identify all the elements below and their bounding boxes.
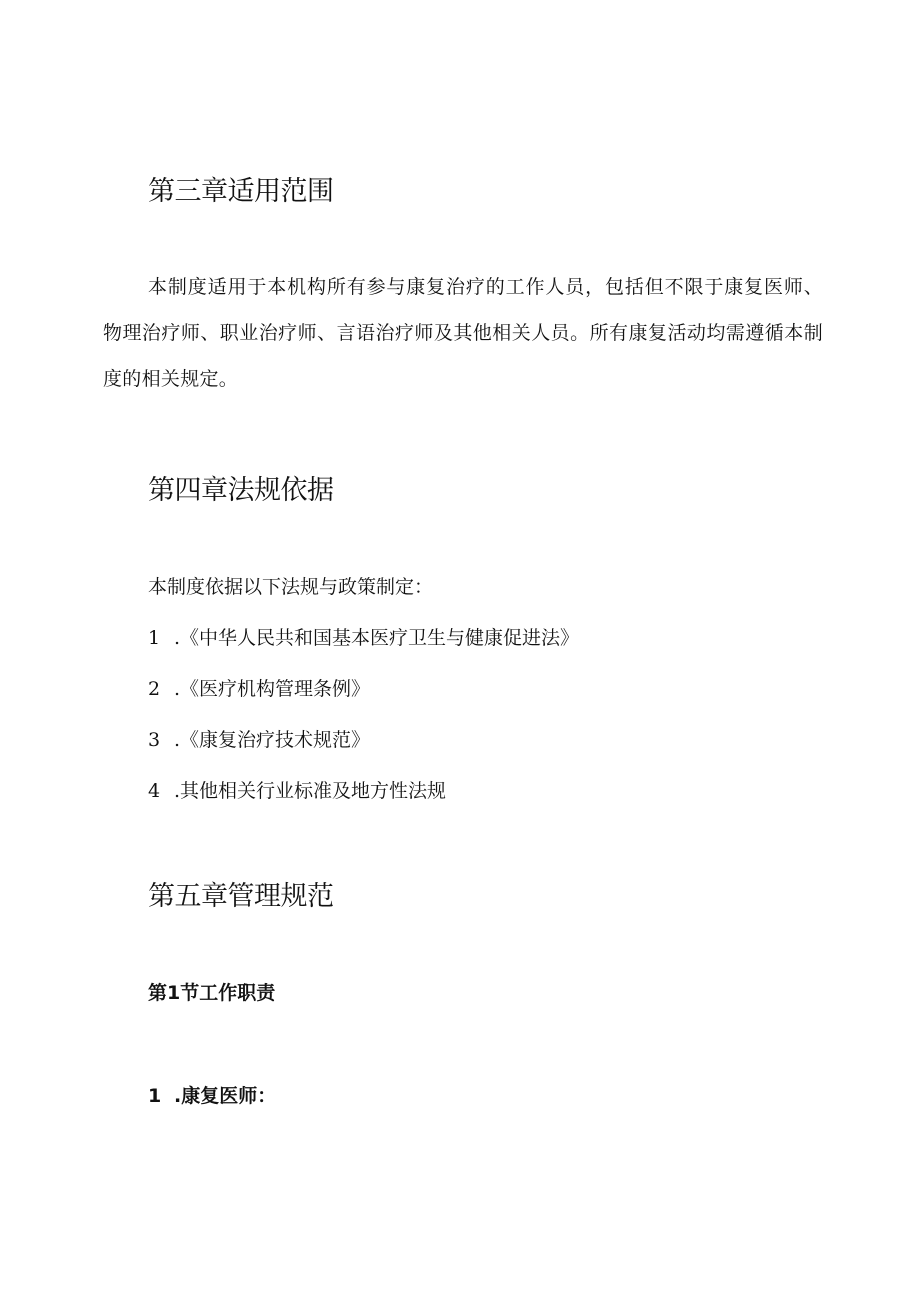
list-item-number: 4 — [148, 780, 161, 802]
chapter-4-heading: 第四章法规依据 — [148, 475, 334, 506]
duty-item-text: .康复医师： — [174, 1085, 277, 1107]
list-item-number: 2 — [148, 678, 161, 700]
chapter-3-body: 本制度适用于本机构所有参与康复治疗的工作人员，包括但不限于康复医师、物理治疗师、职业治疗师、言语治疗师及其他相关人员。所有康复活动均需遵循本制度的相关规定。 — [103, 276, 823, 390]
list-item-text: .《康复治疗技术规范》 — [174, 729, 371, 751]
chapter-5-heading: 第五章管理规范 — [148, 881, 334, 912]
chapter-4-intro: 本制度依据以下法规与政策制定： — [148, 576, 434, 598]
list-item-number: 3 — [148, 729, 161, 751]
list-item-text: .《医疗机构管理条例》 — [174, 678, 371, 700]
list-item-text: .其他相关行业标准及地方性法规 — [174, 780, 447, 802]
regulation-list-item — [148, 624, 579, 652]
regulation-list-item — [148, 675, 370, 703]
list-item-number: 1 — [148, 627, 161, 649]
list-item-text: .《中华人民共和国基本医疗卫生与健康促进法》 — [174, 627, 580, 649]
chapter-3-heading: 第三章适用范围 — [148, 176, 334, 207]
section-1-heading: 第1节工作职责 — [148, 982, 276, 1004]
regulation-list-item — [148, 777, 446, 805]
duty-item-heading — [148, 1082, 276, 1110]
duty-item-number: 1 — [148, 1085, 162, 1107]
regulation-list-item — [148, 726, 370, 754]
